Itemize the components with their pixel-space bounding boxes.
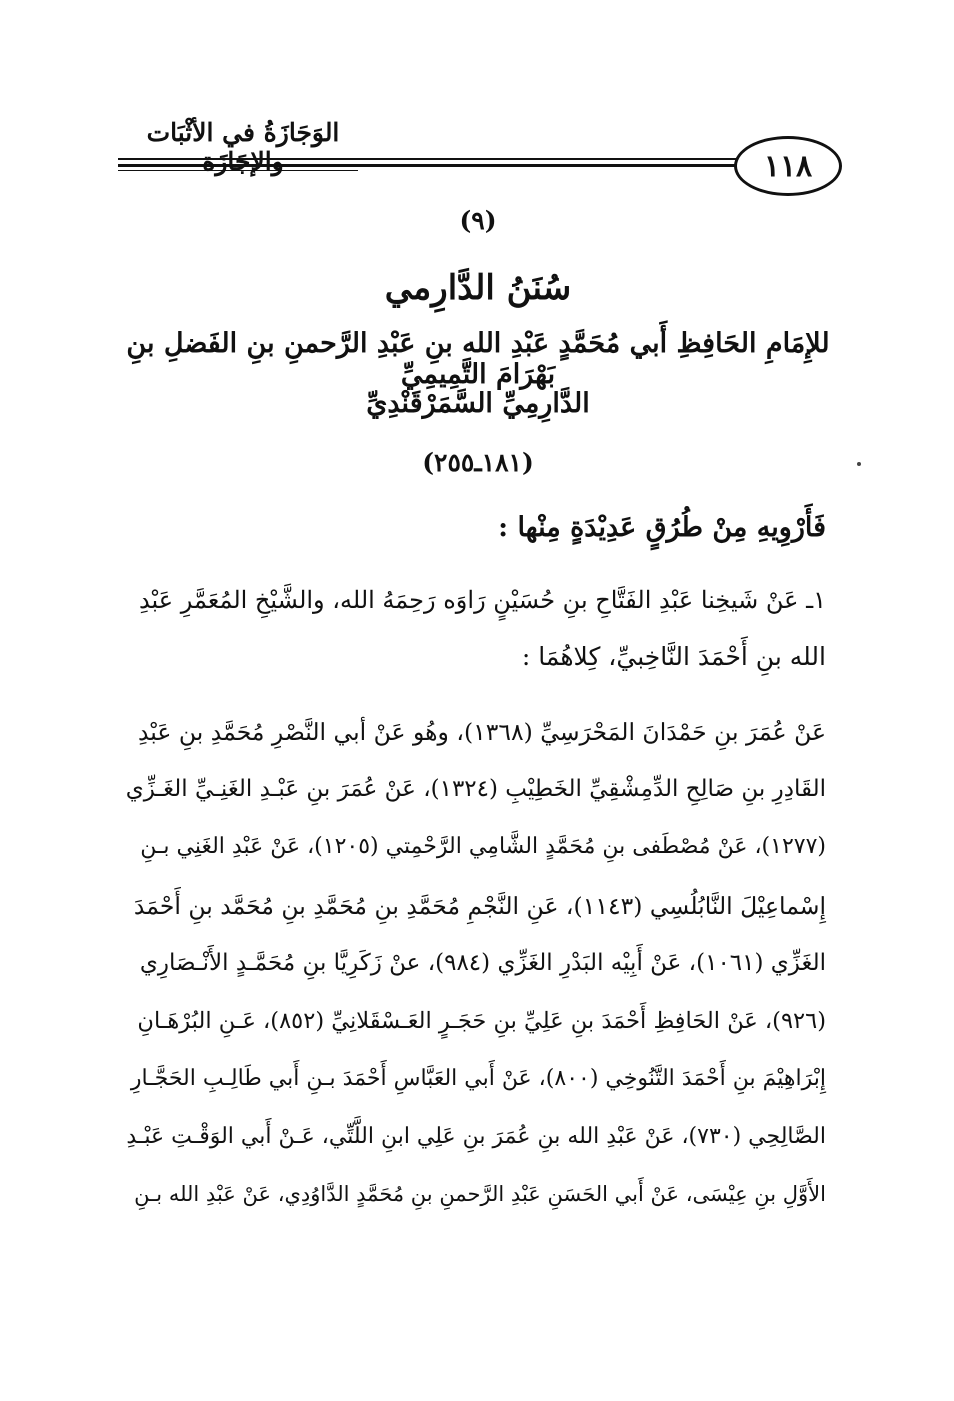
chain-line: عَنْ عُمَرَ بنِ حَمْدَانَ المَحْرَسِيِّ (١٣٦٨)، وهُو عَنْ أبي النَّصْرِ مُحَمَّدِ بنِ عَبْدِ bbox=[137, 718, 826, 746]
header-rule bbox=[118, 164, 838, 167]
header-rule bbox=[118, 158, 838, 160]
item-line: الله بنِ أَحْمَدَ النَّاخِبيِّ، كِلاهُمَا : bbox=[521, 642, 826, 671]
header-book-title: الوَجَازَةُ في الأثْبَات والإجَازَة bbox=[146, 118, 340, 176]
scan-speck bbox=[857, 462, 861, 466]
author-line: للإِمَامِ الحَافِظِ أَبي مُحَمَّدٍ عَبْدِ الله بنِ عَبْدِ الرَّحمنِ بنِ الفَضلِ بنِ بَهْرَامَ التَّمِيمِيِّ bbox=[126, 328, 830, 390]
chain-line: إِسْماعِيْلَ النَّابُلُسِي (١١٤٣)، عَنِ النَّجْمِ مُحَمَّدِ بنِ مُحَمَّدِ بنِ مُحَمَّد بنِ أَحْمَدَ bbox=[133, 892, 826, 920]
chain-line: (٩٢٦)، عَنْ الحَافِظِ أَحْمَدَ بنِ عَلِيِّ بنِ حَجَـرٍ العَـسْقَلانِيِّ (٨٥٢)، عَـنِ البُرْهَـانِ bbox=[137, 1008, 826, 1034]
section-number: (٩) bbox=[459, 206, 497, 235]
item-line: ١ـ عَنْ شَيخِنا عَبْدِ الفَتَّاحِ بنِ حُسَيْنٍ رَاوَه رَحِمَهُ الله، والشَّيْخِ المُعَمَّرِ عَبْدِ bbox=[138, 586, 826, 614]
header-rule bbox=[118, 170, 358, 171]
chain-line: إِبْرَاهِيْمَ بنِ أَحْمَدَ التَّنُوخِي (٨٠٠)، عَنْ أَبي العَبَّاسِ أَحْمَدَ بـنِ أَبي طَالِـبِ الحَجَّـارِ bbox=[130, 1066, 826, 1091]
page-number bbox=[734, 136, 842, 196]
chain-line: (١٢٧٧)، عَنْ مُصْطَفى بنِ مُحَمَّدٍ الشَّامِي الرَّحْمِتي (١٢٠٥)، عَنْ عَبْدِ الغَنِي بـنِ bbox=[140, 834, 826, 859]
section-book-title: سُنَنُ الدَّارِمي bbox=[384, 268, 572, 308]
page-number-text: ١١٨ bbox=[763, 148, 813, 184]
author-line: الدَّارِمِيِّ السَّمَرْقَنْدِيِّ bbox=[366, 388, 590, 419]
intro-line: فَأَرْوِيهِ مِنْ طُرُقٍ عَدِيْدَةٍ مِنْها : bbox=[498, 512, 826, 543]
chain-line: الأَوَّلِ بنِ عِيْسَى، عَنْ أَبي الحَسَنِ عَبْدِ الرَّحمنِ بنِ مُحَمَّدٍ الدَّاوُدِي، عَنْ عَبْدِ الله بـنِ bbox=[134, 1182, 826, 1206]
chain-line: الصَّالِحِي (٧٣٠)، عَنْ عَبْدِ الله بنِ عُمَرَ بنِ عَلِي ابنِ اللَّتِّي، عَـنْ أَبي الوَقْـتِ عَبْـدِ bbox=[126, 1124, 826, 1149]
chain-line: القَادِرِ بنِ صَالِحِ الدِّمِشْقِيِّ الخَطِيْبِ (١٣٢٤)، عَنْ عُمَرَ بنِ عَبْـدِ الغَنِـيِّ الغَـزِّي bbox=[125, 776, 826, 802]
chain-line: الغَزِّي (١٠٦١)، عَنْ أَبِيْه البَدْرِ الغَزِّي (٩٨٤)، عنْ زَكَرِيَّا بنِ مُحَمَّـدٍ الأَنْـصَارِي bbox=[139, 950, 826, 976]
author-dates: (١٨١ـ٢٥٥) bbox=[422, 448, 534, 477]
